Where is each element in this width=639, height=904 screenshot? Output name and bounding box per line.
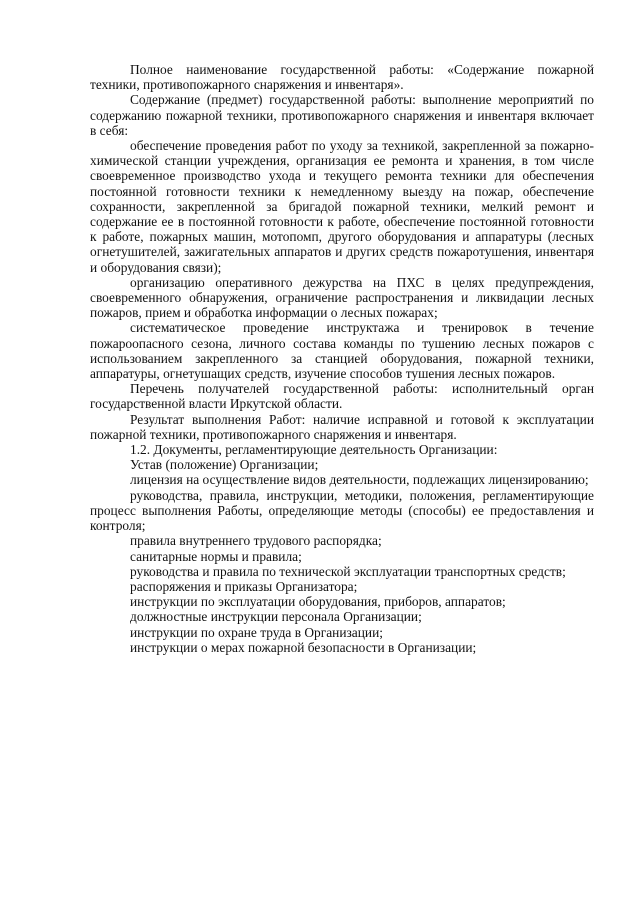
list-item-equipment-instructions: инструкции по эксплуатации оборудования, приборов, аппаратов;: [130, 594, 506, 610]
list-item-charter: Устав (положение) Организации;: [130, 457, 319, 473]
section-heading-documents: 1.2. Документы, регламентирующие деятельность Организации:: [130, 442, 498, 458]
paragraph-training: систематическое проведение инструктажа и тренировок в течение пожароопасного сезона, личного состава команды по тушению лесных пожаров с использованием закрепленного за станцией оборудования, пожарной техники, аппаратуры, огнетушащих средств, изучение способов тушения лесных пожаров.: [90, 320, 594, 382]
list-item-sanitary-norms: санитарные нормы и правила;: [130, 548, 302, 564]
list-item-labor-safety: инструкции по охране труда в Организации;: [130, 624, 383, 640]
paragraph-equipment-care: обеспечение проведения работ по уходу за техникой, закрепленной за пожарно-химической станции учреждения, организация ее ремонта и хранения, в том числе своевременное производство ухода и текущего ремонта техники для обеспечения постоянной готовности техники к немедленному выезду на пожар, обеспечение сохранности, закрепленной за бригадой пожарной техники, мелкий ремонт и содержание ее в постоянной готовности к работе, обеспечение постоянной готовности к работе, пожарных машин, мотопомп, другого оборудования и аппаратуры (лесных огнетушителей, зажигательных аппаратов и других средств пожаротушения, инвентаря и оборудования связи);: [90, 138, 594, 275]
paragraph-result: Результат выполнения Работ: наличие исправной и готовой к эксплуатации пожарной техники, противопожарного снаряжения и инвентаря.: [90, 411, 594, 442]
list-item-orders: распоряжения и приказы Организатора;: [130, 578, 358, 594]
paragraph-duty-organization: организацию оперативного дежурства на ПХС в целях предупреждения, своевременного обнаружения, ограничение распространения и ликвидации лесных пожаров, прием и обработка информации о лесных пожарах;: [90, 274, 594, 321]
document-page: [90, 62, 594, 655]
paragraph-recipients: Перечень получателей государственной работы: исполнительный орган государственной власти Иркутской области.: [90, 381, 594, 412]
paragraph-work-content: Содержание (предмет) государственной работы: выполнение мероприятий по содержанию пожарной техники, противопожарного снаряжения и инвентаря включает в себя:: [90, 92, 594, 138]
paragraph-work-name: Полное наименование государственной работы: «Содержание пожарной техники, противопожарного снаряжения и инвентаря».: [90, 62, 594, 93]
list-item-fire-safety: инструкции о мерах пожарной безопасности в Организации;: [130, 639, 477, 655]
list-item-license: лицензия на осуществление видов деятельности, подлежащих лицензированию;: [130, 472, 589, 488]
list-item-vehicle-rules: руководства и правила по технической эксплуатации транспортных средств;: [130, 563, 566, 579]
list-item-guidelines: руководства, правила, инструкции, методики, положения, регламентирующие процесс выполнения Работы, определяющие методы (способы) ее предоставления и контроля;: [90, 487, 594, 534]
list-item-job-instructions: должностные инструкции персонала Организации;: [130, 609, 422, 625]
list-item-labor-rules: правила внутреннего трудового распорядка;: [130, 533, 382, 549]
